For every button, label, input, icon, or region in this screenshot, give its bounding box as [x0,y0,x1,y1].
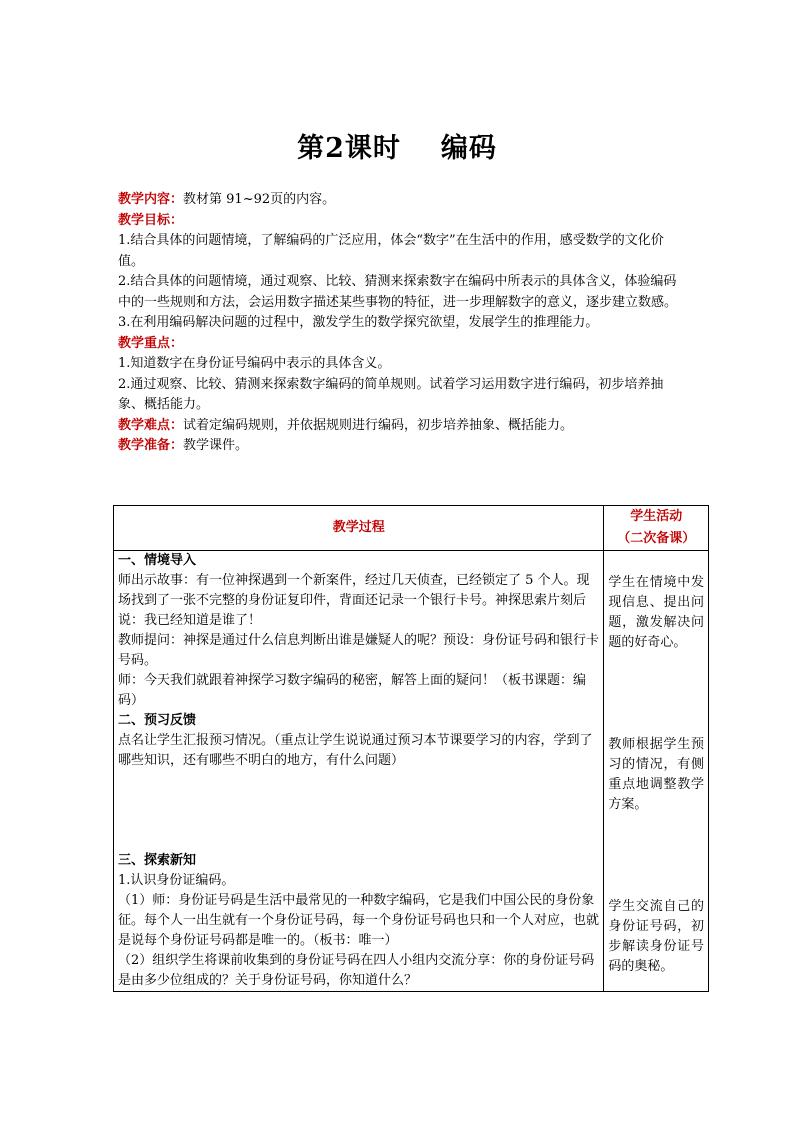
section-explore-line-3: （2）组织学生将课前收集到的身份证号码在四人小组内交流分享：你的身份证号码是由多少位组成的？关于身份证号码，你知道什么？ [118,953,595,988]
lesson-process-table [113,505,709,992]
section-intro-line-3: 师：今天我们就跟着神探学习数字编码的秘密，解答上面的疑问！（板书课题：编码） [118,673,587,708]
header-student-activity-line1: 学生活动 [630,509,683,524]
teaching-content-text: 教材第 91~92页的内容。 [183,192,336,207]
teaching-difficulty [118,416,686,437]
header-teaching-process: 教学过程 [114,506,604,551]
side-spacer-2 [608,653,704,735]
section-explore-line-2: （1）师：身份证号码是生活中最常见的一种数字编码，它是我们中国公民的身份象征。每个人一出生就有一个身份证号码，每一个身份证号码也只和一个人对应，也就是说每个身份证号码都是唯一的。（板书：唯一） [118,893,600,948]
lesson-number: 第2课时 [297,133,401,164]
activity-note-explore: 学生交流自己的身份证号码，初步解读身份证号码的奥秘。 [608,899,704,974]
key-point-1: 1.知道数字在身份证号编码中表示的具体含义。 [118,356,391,371]
teaching-prep [118,436,686,457]
section-intro-line-1: 师出示故事：有一位神探遇到一个新案件，经过几天侦查，已经锁定了 5 个人。现场找到了一张不完整的身份证复印件，背面还记录一个银行卡号。神探思索片刻后说：我已经知道是谁了！ [118,573,590,628]
section-preview-line-1: 点名让学生汇报预习情况。（重点让学生说说通过预习本节课要学习的内容，学到了哪些知识，还有哪些不明白的地方，有什么问题） [118,733,593,768]
table-header-row [114,506,709,551]
activity-note-intro: 学生在情境中发现信息、提出问题，激发解决问题的好奇心。 [608,575,704,650]
section-explore-line-1: 1.认识身份证编码。 [118,873,235,888]
teaching-goal-2: 2.结合具体的问题情境，通过观察、比较、猜测来探索数字在编码中所表示的具体含义，体验编码中的一些规则和方法，会运用数字描述某些事物的特征，进一步理解数字的意义，逐步建立数感。 [118,274,678,310]
teaching-goal-3: 3.在利用编码解决问题的过程中，激发学生的数学探究欲望，发展学生的推理能力。 [118,315,599,330]
lesson-intro [118,190,686,457]
key-points-label: 教学重点： [118,335,184,351]
blank-space [118,771,599,851]
teaching-content [118,190,686,211]
lesson-topic: 编码 [440,133,497,164]
teaching-difficulty-label: 教学难点： [118,417,184,433]
table-row [114,551,709,992]
teaching-difficulty-text: 试着定编码规则，并依据规则进行编码，初步培养抽象、概括能力。 [183,417,574,433]
process-cell [114,551,604,992]
section-intro-line-2: 教师提问：神探是通过什么信息判断出谁是嫌疑人的呢？预设：身份证号码和银行卡号码。 [118,633,600,668]
header-student-activity-line2: （二次备课） [617,531,696,546]
teaching-goals-label: 教学目标： [118,212,184,228]
section-heading-explore: 三、探索新知 [118,853,197,868]
section-heading-intro: 一、情境导入 [118,553,197,568]
activity-cell [604,551,709,992]
page-title [0,126,794,165]
side-spacer-3 [608,815,704,897]
teaching-prep-text: 教学课件。 [183,438,249,453]
key-point-2: 2.通过观察、比较、猜测来探索数字编码的简单规则。试着学习运用数字进行编码，初步培养抽象、概括能力。 [118,376,664,412]
activity-note-preview: 教师根据学生预习的情况，有侧重点地调整教学方案。 [608,737,704,812]
section-heading-preview: 二、预习反馈 [118,713,197,728]
side-spacer-1 [608,551,704,573]
header-student-activity [604,506,709,551]
teaching-content-label: 教学内容： [118,192,184,207]
teaching-goal-1: 1.结合具体的问题情境，了解编码的广泛应用，体会“数字”在生活中的作用，感受数学的文化价值。 [118,233,664,269]
teaching-prep-label: 教学准备： [118,438,184,453]
